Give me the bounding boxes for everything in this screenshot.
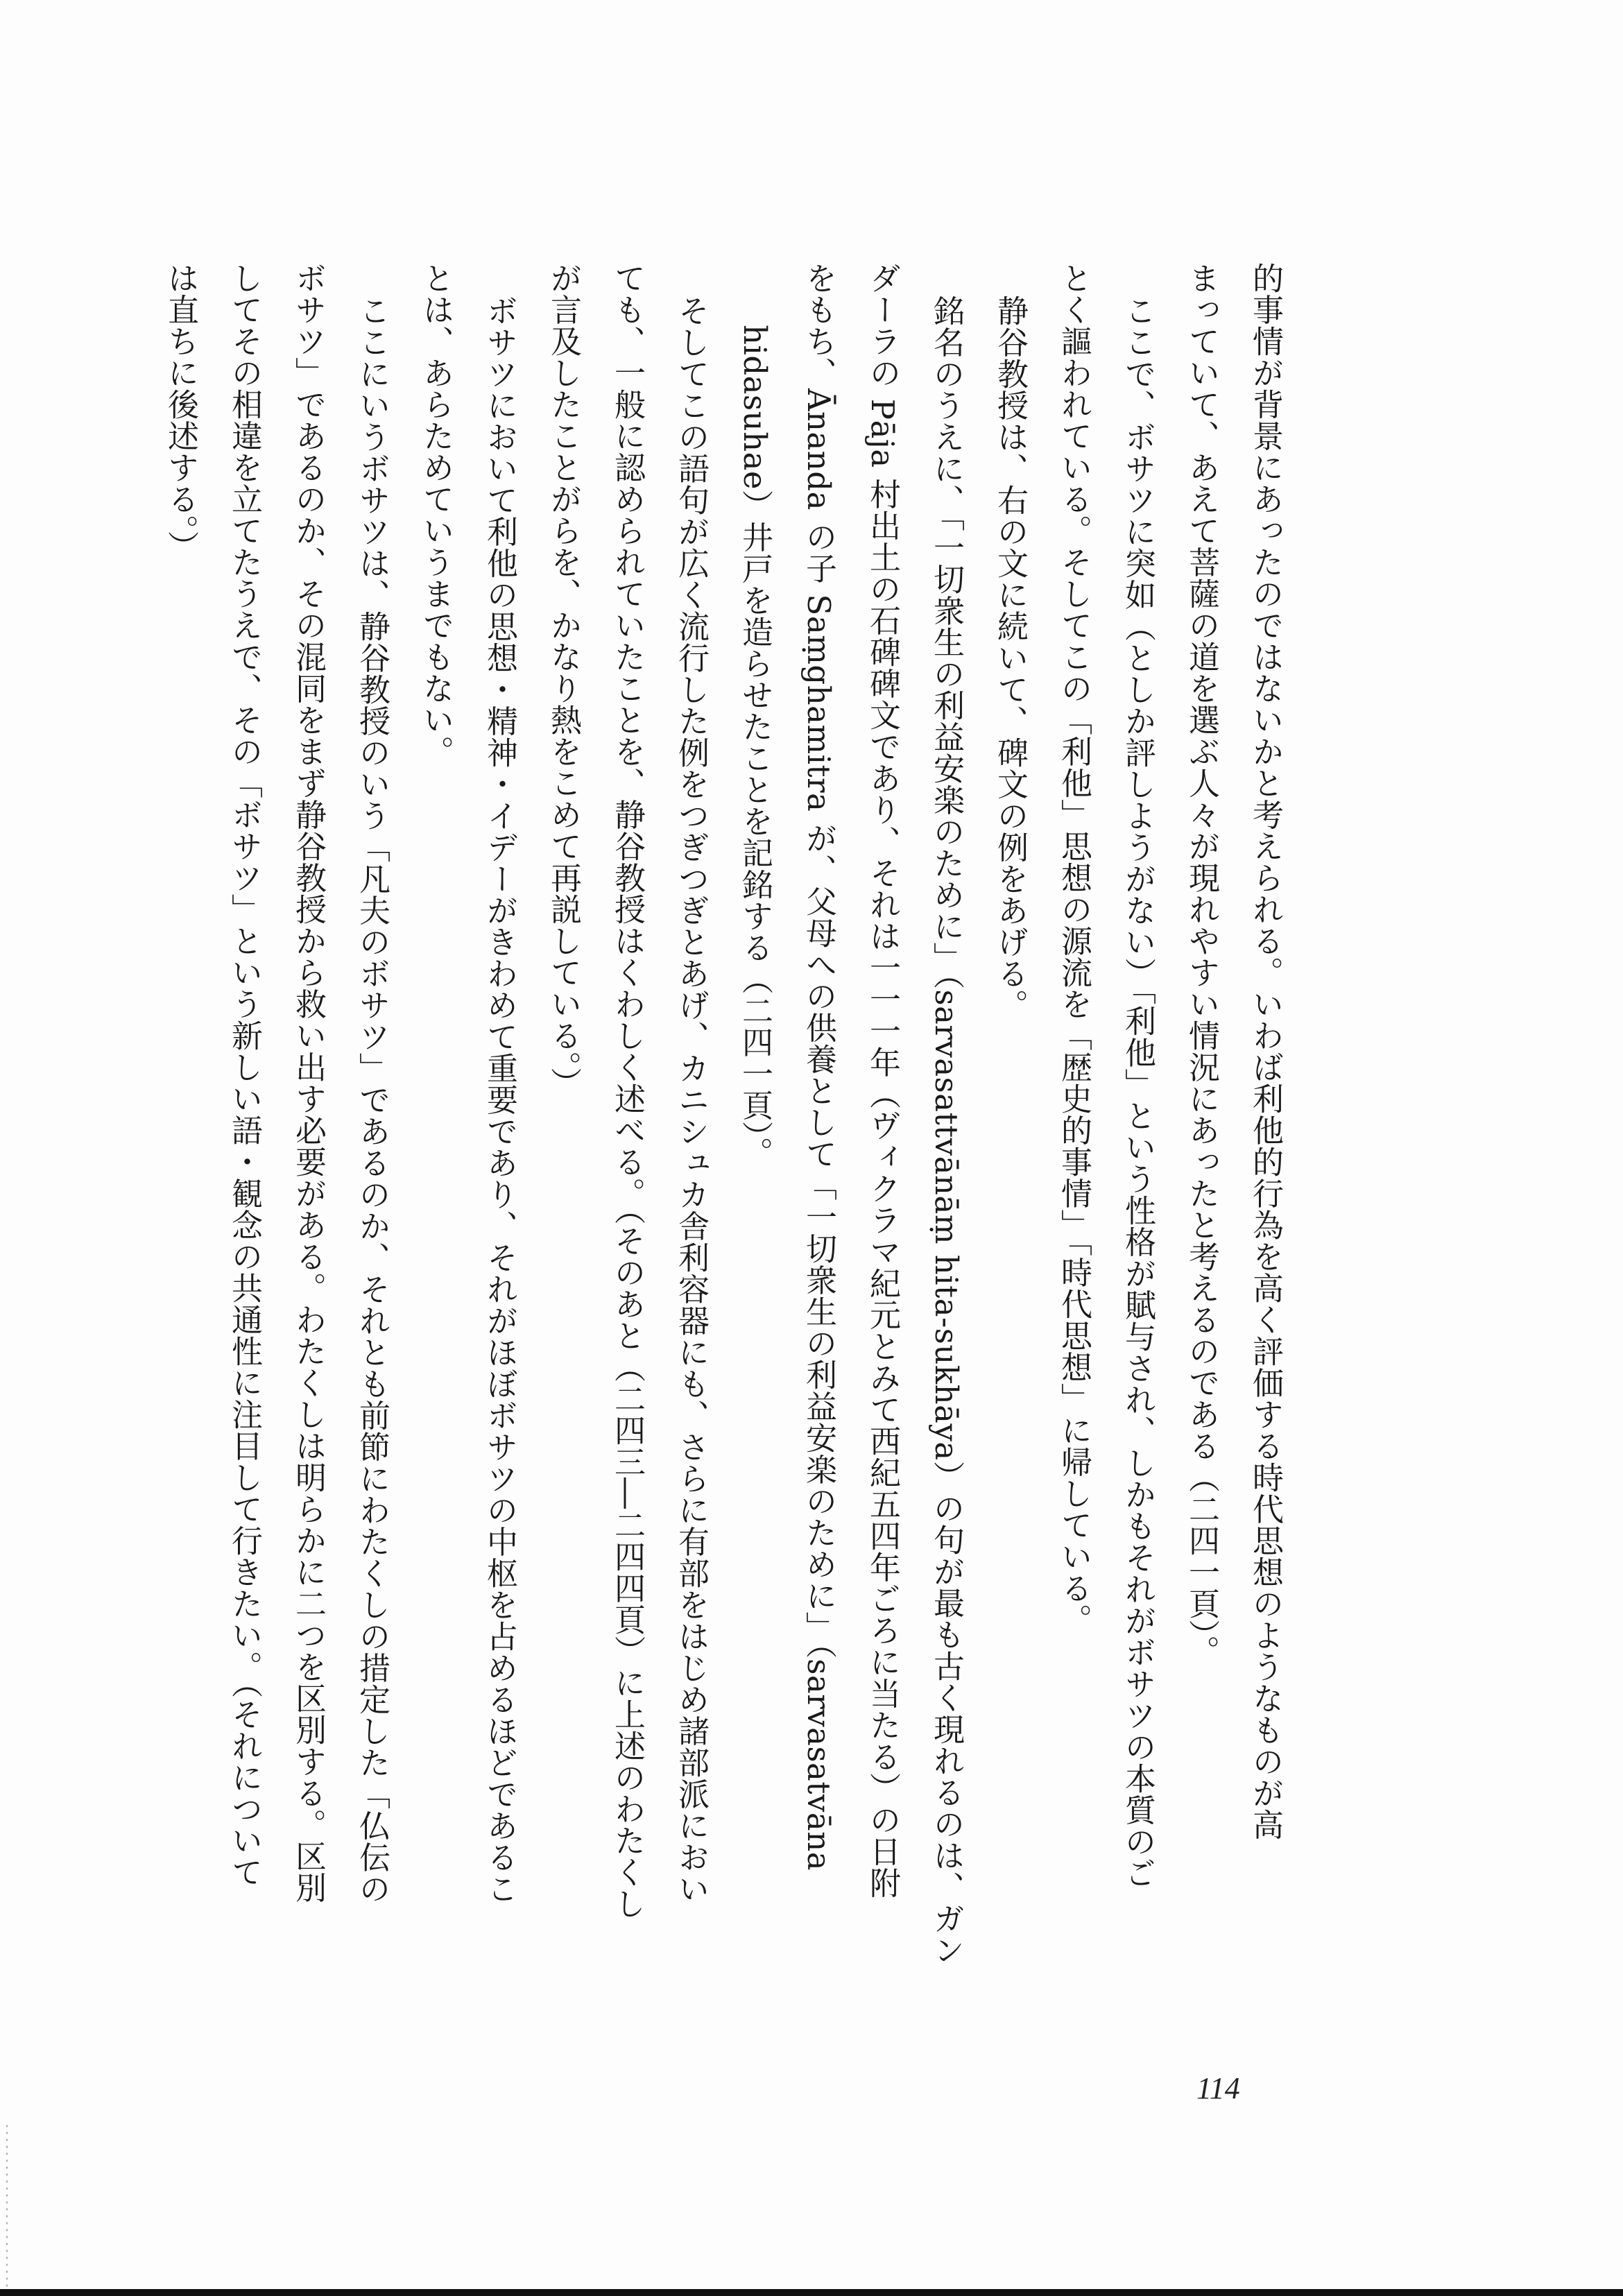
text-line: は直ちに後述する。） [162, 262, 199, 563]
text-line: ボサツ」であるのか、その混同をまず静谷教授から救い出す必要がある。わたくしは明らかに二つを区別する。区別 [290, 262, 327, 1903]
text-line: ここにいうボサツは、静谷教授のいう「凡夫のボサツ」であるのか、それとも前節にわたくしの措定した「仏伝の [354, 295, 390, 1905]
text-line: そしてこの語句が広く流行した例をつぎつぎとあげ、カニシュカ舎利容器にも、さらに有部をはじめ諸部派におい [673, 295, 710, 1905]
text-line: 静谷教授は、右の文に続いて、碑文の例をあげる。 [992, 295, 1029, 1021]
text-line: ここで、ボサツに突如（としか評しようがない）「利他」という性格が賦与され、しかもそれがボサツの本質のご [1119, 295, 1156, 1890]
text-line: が言及したことがらを、かなり熱をこめて再説している。） [545, 262, 582, 1099]
text-line: hidasuhae）井戸を造らせたことを記銘する（二四一頁）。 [737, 325, 773, 1169]
text-line: ダーラの Pāja 村出土の石碑碑文であり、それは一一一年（ヴィクラマ紀元とみて西紀五四年ごろに当たる）の日附 [864, 262, 901, 1899]
text-line: まっていて、あえて菩薩の道を選ぶ人々が現れやすい情況にあったと考えるのである（二四一頁）。 [1183, 262, 1220, 1667]
scan-bottom-edge [0, 2289, 1623, 2296]
text-line: 的事情が背景にあったのではないかと考えられる。いわば利他的行為を高く評価する時代思想のようなものが高 [1247, 262, 1284, 1840]
text-line: をもち、Ānanda の子 Saṃghamitra が、父母への供養として「一切衆生の利益安楽のために」（sarvasatvāna [800, 262, 837, 1871]
text-line: とは、あらためていうまでもない。 [418, 262, 454, 767]
text-line: 銘名のうえに、「一切衆生の利益安楽のために」（sarvasattvānāṃ hita-sukhāya）の句が最も古く現れるのは、ガン [928, 295, 965, 1966]
page-number: 114 [1196, 2071, 1240, 2105]
text-line: とく謳われている。そしてこの「利他」思想の源流を「歴史的事情」「時代思想」に帰している。 [1056, 262, 1092, 1636]
text-line: ても、一般に認められていたことを、静谷教授はくわしく述べる。（そのあと（二四三―二四四頁）に上述のわたくし [609, 262, 646, 1919]
body-text [162, 262, 1297, 1976]
scan-speckle [4, 2123, 11, 2289]
text-line: してその相違を立てたうえで、その「ボサツ」という新しい語・観念の共通性に注目して行きたい。（それについて [226, 262, 263, 1888]
text-line: ボサツにおいて利他の思想・精神・イデーがきわめて重要であり、それがほぼボサツの中枢を占めるほどであるこ [481, 295, 518, 1905]
